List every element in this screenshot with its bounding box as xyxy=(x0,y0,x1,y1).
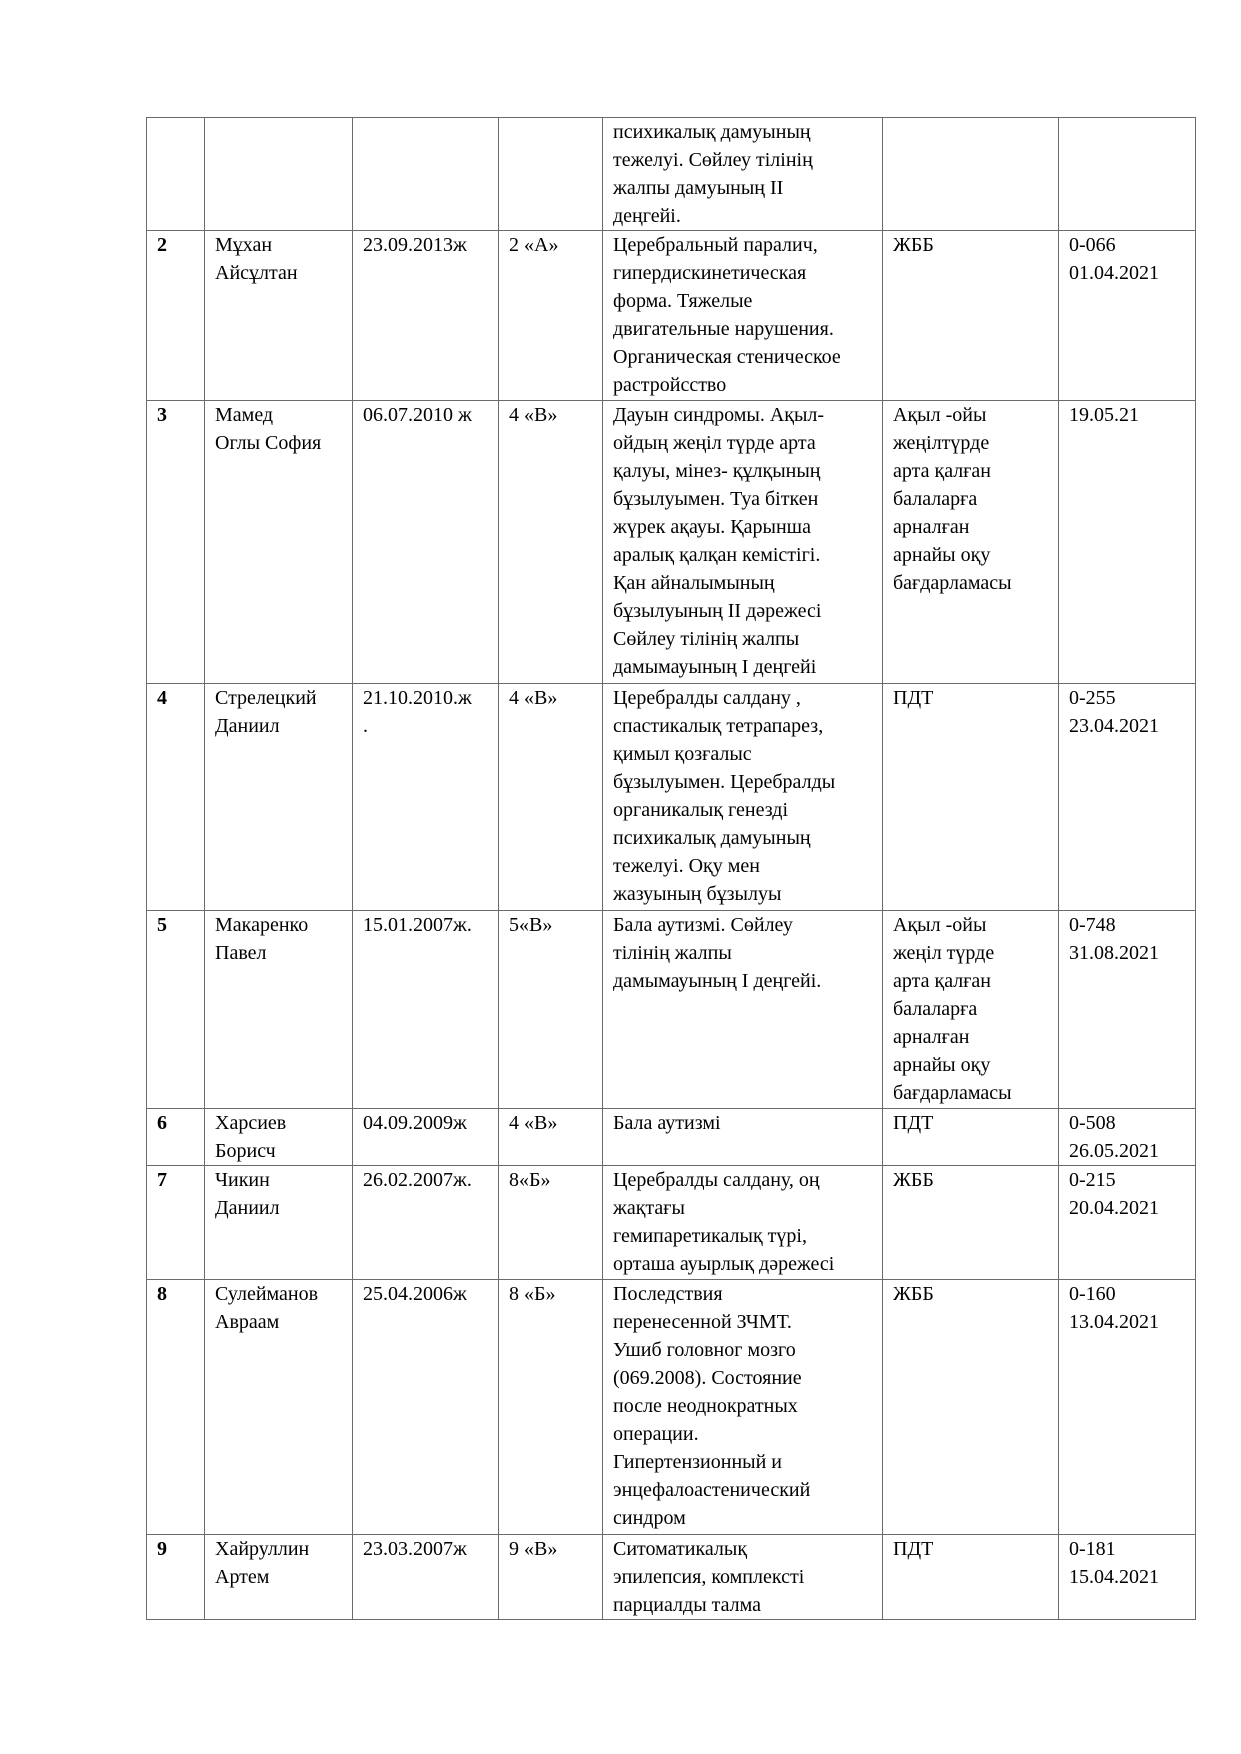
birth-date-value: 06.07.2010 ж xyxy=(363,404,472,426)
reference-number xyxy=(1059,684,1196,911)
student-name xyxy=(205,1535,353,1620)
diagnosis-text xyxy=(603,1535,883,1620)
birth-date xyxy=(353,231,499,401)
reference-number xyxy=(1059,911,1196,1109)
student-name xyxy=(205,118,353,231)
study-program-value: ПДТ xyxy=(893,1538,934,1560)
diagnosis-text-value: Последствия перенесенной ЗЧМТ. Ушиб головног мозго (069.2008). Состояние после неоднократных операции. Гипертензионный и энцефалоастенический синдром xyxy=(613,1283,811,1529)
diagnosis-text-value: Дауын синдромы. Ақыл- ойдың жеңіл түрде арта қалуы, мінез- құлқының бұзылуымен. Туа біткен жүрек ақауы. Қарынша аралық қалқан кемістігі. Қан айналымының бұзылуының II дәрежесі Сөйлеу тілінің жалпы дамымауының I деңгейі xyxy=(613,404,825,678)
diagnosis-text-value: психикалық дамуының тежелуі. Сөйлеу тілінің жалпы дамуының II деңгейі. xyxy=(613,121,813,227)
row-number xyxy=(147,1166,205,1280)
reference-number-value: 0-181 15.04.2021 xyxy=(1069,1538,1159,1588)
row-number xyxy=(147,1535,205,1620)
class-grade-value: 8«Б» xyxy=(509,1169,551,1191)
row-number xyxy=(147,684,205,911)
birth-date-value: 23.09.2013ж xyxy=(363,234,467,256)
birth-date xyxy=(353,1166,499,1280)
diagnosis-text xyxy=(603,684,883,911)
class-grade xyxy=(499,684,603,911)
diagnosis-text-value: Церебралды салдану , спастикалық тетрапарез, қимыл қозғалыс бұзылуымен. Церебралды органикалық генезді психикалық дамуының тежелуі. Оқу мен жазуының бұзылуы xyxy=(613,687,836,905)
student-name-value: Стрелецкий Даниил xyxy=(215,687,317,737)
study-program xyxy=(883,911,1059,1109)
birth-date xyxy=(353,684,499,911)
birth-date-value: 04.09.2009ж xyxy=(363,1112,467,1134)
diagnosis-text xyxy=(603,1166,883,1280)
birth-date xyxy=(353,118,499,231)
diagnosis-text xyxy=(603,1109,883,1166)
table-row xyxy=(147,1109,1196,1166)
birth-date-value: 25.04.2006ж xyxy=(363,1283,467,1305)
birth-date-value: 21.10.2010.ж . xyxy=(363,687,472,737)
student-name xyxy=(205,684,353,911)
diagnosis-text xyxy=(603,1280,883,1535)
row-number-value: 2 xyxy=(157,234,167,256)
student-name-value: Мамед Оглы София xyxy=(215,404,322,454)
student-name-value: Сулейманов Авраам xyxy=(215,1283,319,1333)
row-number xyxy=(147,1109,205,1166)
student-name xyxy=(205,231,353,401)
table-row xyxy=(147,1535,1196,1620)
student-name-value: Хайруллин Артем xyxy=(215,1538,310,1588)
study-program xyxy=(883,118,1059,231)
class-grade xyxy=(499,118,603,231)
study-program xyxy=(883,1109,1059,1166)
birth-date xyxy=(353,1109,499,1166)
student-name-value: Макаренко Павел xyxy=(215,914,309,964)
diagnosis-text-value: Ситоматикалық эпилепсия, комплексті парциалды талма xyxy=(613,1538,805,1616)
study-program xyxy=(883,231,1059,401)
reference-number xyxy=(1059,1109,1196,1166)
study-program xyxy=(883,1535,1059,1620)
student-name xyxy=(205,1280,353,1535)
table-row xyxy=(147,1280,1196,1535)
study-program xyxy=(883,684,1059,911)
study-program xyxy=(883,1166,1059,1280)
birth-date-value: 26.02.2007ж. xyxy=(363,1169,472,1191)
birth-date xyxy=(353,401,499,684)
row-number xyxy=(147,1280,205,1535)
reference-number xyxy=(1059,1280,1196,1535)
row-number-value: 5 xyxy=(157,914,167,936)
student-name-value: Чикин Даниил xyxy=(215,1169,280,1219)
study-program-value: ПДТ xyxy=(893,1112,934,1134)
row-number-value: 8 xyxy=(157,1283,167,1305)
reference-number-value: 0-508 26.05.2021 xyxy=(1069,1112,1159,1162)
student-name-value: Мұхан Айсұлтан xyxy=(215,234,298,284)
study-program-value: Ақыл -ойы жеңілтүрде арта қалған балаларға арналған арнайы оқу бағдарламасы xyxy=(893,404,1012,594)
study-program xyxy=(883,401,1059,684)
class-grade-value: 4 «В» xyxy=(509,1112,558,1134)
table-row xyxy=(147,684,1196,911)
birth-date-value: 23.03.2007ж xyxy=(363,1538,467,1560)
diagnosis-text xyxy=(603,118,883,231)
class-grade-value: 9 «В» xyxy=(509,1538,558,1560)
table-row xyxy=(147,1166,1196,1280)
student-name xyxy=(205,1166,353,1280)
class-grade-value: 2 «А» xyxy=(509,234,559,256)
class-grade-value: 5«В» xyxy=(509,914,553,936)
class-grade xyxy=(499,1166,603,1280)
table-row xyxy=(147,231,1196,401)
table-row xyxy=(147,401,1196,684)
study-program-value: ЖББ xyxy=(893,234,934,256)
diagnosis-text-value: Церебральный паралич, гипердискинетическая форма. Тяжелые двигательные нарушения. Органическая стеническое растройсство xyxy=(613,234,841,396)
reference-number-value: 19.05.21 xyxy=(1069,404,1139,426)
birth-date-value: 15.01.2007ж. xyxy=(363,914,472,936)
reference-number-value: 0-160 13.04.2021 xyxy=(1069,1283,1159,1333)
class-grade xyxy=(499,401,603,684)
class-grade xyxy=(499,911,603,1109)
reference-number xyxy=(1059,1166,1196,1280)
table-row xyxy=(147,911,1196,1109)
reference-number-value: 0-215 20.04.2021 xyxy=(1069,1169,1159,1219)
class-grade-value: 4 «В» xyxy=(509,404,558,426)
study-program-value: ЖББ xyxy=(893,1283,934,1305)
reference-number xyxy=(1059,401,1196,684)
birth-date xyxy=(353,1535,499,1620)
diagnosis-text-value: Церебралды салдану, оң жақтағы гемипаретикалық түрі, орташа ауырлық дәрежесі xyxy=(613,1169,835,1275)
birth-date xyxy=(353,1280,499,1535)
row-number-value: 6 xyxy=(157,1112,167,1134)
row-number xyxy=(147,911,205,1109)
class-grade xyxy=(499,1535,603,1620)
class-grade-value: 4 «В» xyxy=(509,687,558,709)
reference-number xyxy=(1059,118,1196,231)
reference-number-value: 0-066 01.04.2021 xyxy=(1069,234,1159,284)
reference-number xyxy=(1059,231,1196,401)
study-program-value: ЖББ xyxy=(893,1169,934,1191)
patients-table xyxy=(146,117,1196,1620)
student-name xyxy=(205,401,353,684)
row-number xyxy=(147,231,205,401)
diagnosis-text-value: Бала аутизмі. Сөйлеу тілінің жалпы дамымауының I деңгейі. xyxy=(613,914,822,992)
diagnosis-text xyxy=(603,911,883,1109)
study-program-value: ПДТ xyxy=(893,687,934,709)
diagnosis-text xyxy=(603,401,883,684)
student-name xyxy=(205,911,353,1109)
row-number xyxy=(147,118,205,231)
class-grade xyxy=(499,1109,603,1166)
reference-number-value: 0-748 31.08.2021 xyxy=(1069,914,1159,964)
row-number-value: 4 xyxy=(157,687,167,709)
diagnosis-text xyxy=(603,231,883,401)
row-number-value: 9 xyxy=(157,1538,167,1560)
birth-date xyxy=(353,911,499,1109)
study-program-value: Ақыл -ойы жеңіл түрде арта қалған балаларға арналған арнайы оқу бағдарламасы xyxy=(893,914,1012,1104)
class-grade xyxy=(499,1280,603,1535)
row-number xyxy=(147,401,205,684)
student-name xyxy=(205,1109,353,1166)
class-grade xyxy=(499,231,603,401)
student-name-value: Харсиев Борисч xyxy=(215,1112,287,1162)
reference-number-value: 0-255 23.04.2021 xyxy=(1069,687,1159,737)
table-row xyxy=(147,118,1196,231)
reference-number xyxy=(1059,1535,1196,1620)
diagnosis-text-value: Бала аутизмі xyxy=(613,1112,721,1134)
row-number-value: 3 xyxy=(157,404,167,426)
study-program xyxy=(883,1280,1059,1535)
row-number-value: 7 xyxy=(157,1169,167,1191)
class-grade-value: 8 «Б» xyxy=(509,1283,556,1305)
